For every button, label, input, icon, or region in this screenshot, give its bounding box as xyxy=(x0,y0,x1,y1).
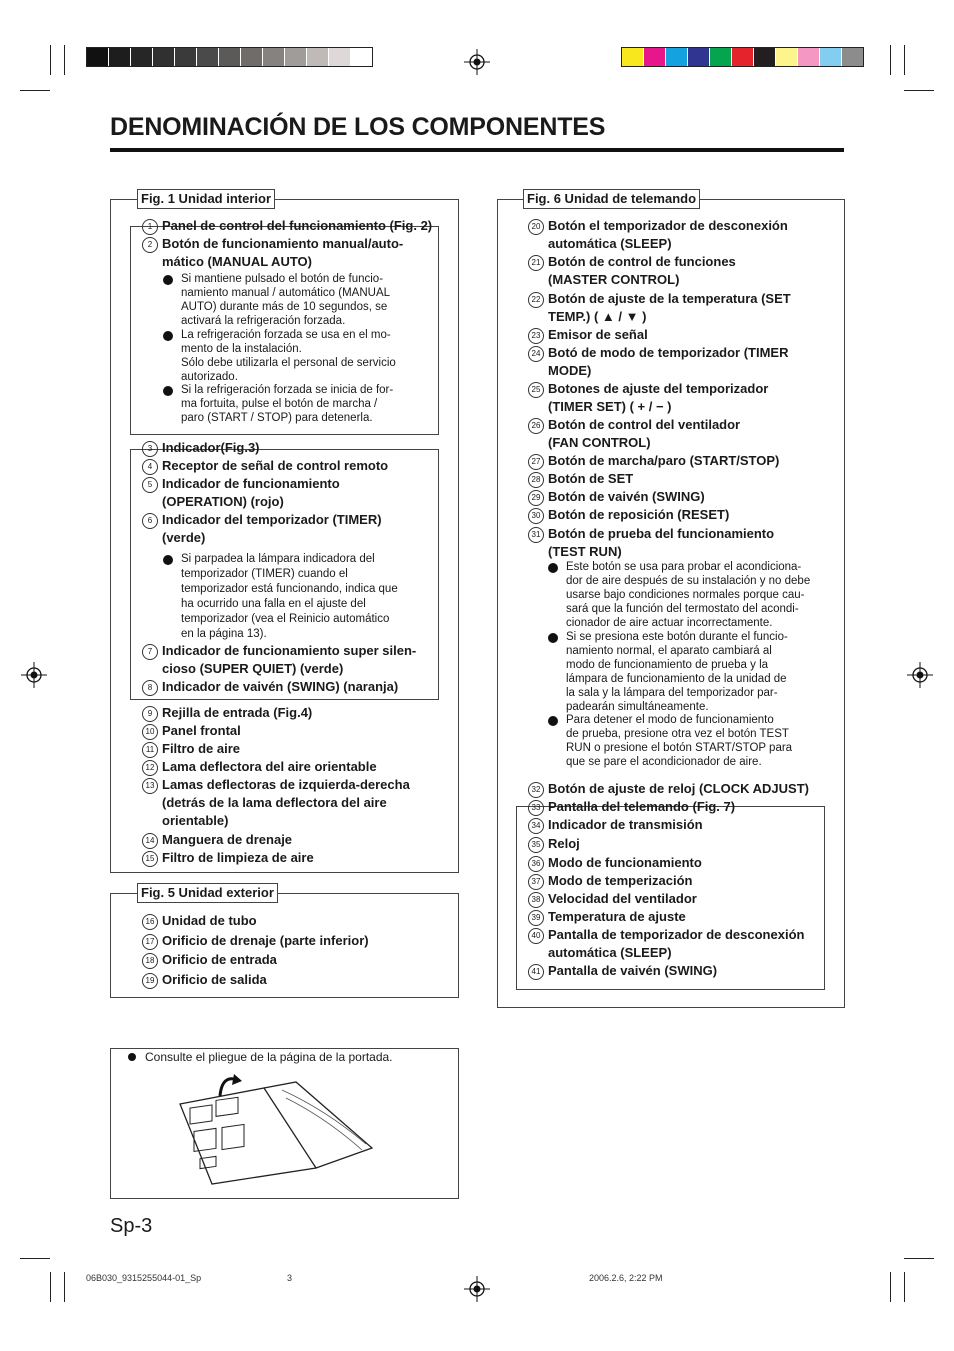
footer-date: 2006.2.6, 2:22 PM xyxy=(589,1273,663,1283)
note-line: Si mantiene pulsado el botón de funcio- xyxy=(181,273,384,285)
component-item-label: Reloj xyxy=(548,836,580,851)
bullet-icon xyxy=(163,386,173,396)
bullet-icon xyxy=(163,555,173,565)
component-item-label: Pantalla del telemando (Fig. 7) xyxy=(548,799,736,814)
note-line: mento de la instalación. xyxy=(181,343,302,355)
bullet-icon xyxy=(548,633,558,643)
note-line: temporizador (vea el Reinicio automático xyxy=(181,613,390,625)
page-title: DENOMINACIÓN DE LOS COMPONENTES xyxy=(110,113,606,141)
item-number-badge: 39 xyxy=(528,910,544,926)
item-number-badge: 6 xyxy=(142,513,158,529)
registration-mark-icon xyxy=(907,662,933,688)
item-number-badge: 30 xyxy=(528,508,544,524)
footer-page: 3 xyxy=(287,1273,293,1283)
component-item-label: Indicador de funcionamiento xyxy=(162,476,340,491)
component-item-label: Lama deflectora del aire orientable xyxy=(162,759,377,774)
color-swatch xyxy=(776,48,798,66)
component-item-label: Orificio de drenaje (parte inferior) xyxy=(162,932,369,948)
item-number-badge: 35 xyxy=(528,837,544,853)
component-item-label: orientable) xyxy=(162,813,229,828)
component-item-label: Pantalla de vaivén (SWING) xyxy=(548,963,718,978)
component-item-label: Modo de funcionamiento xyxy=(548,855,702,870)
page-number: Sp-3 xyxy=(110,1215,153,1237)
note-line: activará la refrigeración forzada. xyxy=(181,315,346,327)
crop-mark xyxy=(20,1258,50,1259)
item-number-badge: 4 xyxy=(142,459,158,475)
component-item-label: (detrás de la lama deflectora del aire xyxy=(162,795,387,810)
note-line: paro (START / STOP) para detenerla. xyxy=(181,412,373,424)
item-number-badge: 32 xyxy=(528,782,544,798)
note-line: Si parpadea la lámpara indicadora del xyxy=(181,553,375,565)
component-item-label: Unidad de tubo xyxy=(162,913,257,928)
fig1-legend: Fig. 1 Unidad interior xyxy=(137,189,275,209)
item-number-badge: 29 xyxy=(528,490,544,506)
component-item-label: Velocidad del ventilador xyxy=(548,891,697,906)
component-item-label: Indicador del temporizador (TIMER) xyxy=(162,512,382,527)
footer-file: 06B030_9315255044-01_Sp xyxy=(86,1273,202,1283)
component-item-label: Botón de control de funciones xyxy=(548,254,736,269)
note-line: Si la refrigeración forzada se inicia de for- xyxy=(181,384,394,396)
crop-mark xyxy=(50,45,51,75)
color-swatch xyxy=(820,48,842,66)
component-item-label: Filtro de aire xyxy=(162,741,241,756)
component-item-label: (FAN CONTROL) xyxy=(548,435,651,450)
registration-mark-icon xyxy=(464,1276,490,1302)
registration-mark-icon xyxy=(464,49,490,75)
note-line: Este botón se usa para probar el acondiciona- xyxy=(566,561,802,573)
component-item-label: Modo de temperización xyxy=(548,873,693,888)
component-item-label: mático (MANUAL AUTO) xyxy=(162,254,312,269)
item-number-badge: 16 xyxy=(142,914,158,930)
note-line: ha ocurrido una falla en el ajuste del xyxy=(181,598,366,610)
note-text: Consulte el pliegue de la página de la portada. xyxy=(145,1050,393,1064)
component-item-label: Filtro de limpieza de aire xyxy=(162,850,314,865)
color-calibration-bar xyxy=(621,47,864,67)
component-item-label: automática (SLEEP) xyxy=(548,236,672,251)
component-item-label: Lamas deflectoras de izquierda-derecha xyxy=(162,777,410,792)
note-line: namiento normal, el aparato cambiará al xyxy=(566,645,772,657)
component-item-label: Receptor de señal de control remoto xyxy=(162,458,389,473)
item-number-badge: 18 xyxy=(142,953,158,969)
color-swatch xyxy=(131,48,153,66)
item-number-badge: 7 xyxy=(142,644,158,660)
crop-mark xyxy=(904,45,905,75)
component-item-label: MODE) xyxy=(548,363,592,378)
item-number-badge: 22 xyxy=(528,292,544,308)
crop-mark xyxy=(64,45,65,75)
note-line: lámpara de funcionamiento de la unidad de xyxy=(566,673,787,685)
item-number-badge: 40 xyxy=(528,928,544,944)
component-item-label: (verde) xyxy=(162,530,206,545)
color-swatch xyxy=(688,48,710,66)
component-item-label: automática (SLEEP) xyxy=(548,945,672,960)
component-item-label: Botón el temporizador de desconexión xyxy=(548,218,788,233)
color-swatch xyxy=(87,48,109,66)
color-swatch xyxy=(307,48,329,66)
note-line: autorizado. xyxy=(181,371,238,383)
crop-mark xyxy=(904,1258,934,1259)
color-swatch xyxy=(732,48,754,66)
color-swatch xyxy=(109,48,131,66)
color-swatch xyxy=(219,48,241,66)
component-item-label: (OPERATION) (rojo) xyxy=(162,494,284,509)
crop-mark xyxy=(50,1272,51,1302)
item-number-badge: 17 xyxy=(142,934,158,950)
note-line: sará que la función del termostato del acondi- xyxy=(566,603,799,615)
color-swatch xyxy=(666,48,688,66)
component-item-label: Botón de vaivén (SWING) xyxy=(548,489,705,504)
component-item-label: Indicador(Fig.3) xyxy=(162,440,260,455)
note-line: RUN o presione el botón START/STOP para xyxy=(566,742,793,754)
item-number-badge: 12 xyxy=(142,760,158,776)
item-number-badge: 37 xyxy=(528,874,544,890)
component-item-label: Botón de control del ventilador xyxy=(548,417,741,432)
color-swatch xyxy=(710,48,732,66)
bullet-icon xyxy=(163,275,173,285)
item-number-badge: 20 xyxy=(528,219,544,235)
component-item-label: Indicador de vaivén (SWING) (naranja) xyxy=(162,679,399,694)
item-number-badge: 24 xyxy=(528,346,544,362)
grayscale-calibration-bar xyxy=(86,47,373,67)
registration-mark-icon xyxy=(21,662,47,688)
component-item-label: Temperatura de ajuste xyxy=(548,909,686,924)
crop-mark xyxy=(890,45,891,75)
component-item-label: Manguera de drenaje xyxy=(162,832,293,847)
component-item-label: Rejilla de entrada (Fig.4) xyxy=(162,705,313,720)
item-number-badge: 8 xyxy=(142,680,158,696)
item-number-badge: 23 xyxy=(528,328,544,344)
component-item-label: Botón de prueba del funcionamiento xyxy=(548,526,775,541)
component-item-label: Orificio de salida xyxy=(162,972,267,988)
note-line: de prueba, presione otra vez el botón TEST xyxy=(566,728,789,740)
item-number-badge: 36 xyxy=(528,856,544,872)
item-number-badge: 15 xyxy=(142,851,158,867)
component-item-label: Emisor de señal xyxy=(548,327,648,342)
note-line: dor de aire después de su instalación y no debe xyxy=(566,575,811,587)
item-number-badge: 33 xyxy=(528,800,544,816)
title-rule xyxy=(110,148,844,152)
component-item-label: Botón de marcha/paro (START/STOP) xyxy=(548,453,780,468)
item-number-badge: 1 xyxy=(142,219,158,235)
item-number-badge: 3 xyxy=(142,441,158,457)
item-number-badge: 2 xyxy=(142,237,158,253)
item-number-badge: 19 xyxy=(142,973,158,989)
book-fold-illustration xyxy=(176,1070,376,1185)
note-line: Sólo debe utilizarla el personal de servicio xyxy=(181,357,396,369)
item-number-badge: 27 xyxy=(528,454,544,470)
color-swatch xyxy=(285,48,307,66)
crop-mark xyxy=(904,90,934,91)
note-line: que se pare el acondicionador de aire. xyxy=(566,756,762,768)
item-number-badge: 5 xyxy=(142,477,158,493)
item-number-badge: 14 xyxy=(142,833,158,849)
component-item-label: cioso (SUPER QUIET) (verde) xyxy=(162,661,344,676)
note-line: temporizador (TIMER) cuando el xyxy=(181,568,348,580)
bullet-icon xyxy=(128,1053,136,1061)
item-number-badge: 13 xyxy=(142,778,158,794)
item-number-badge: 34 xyxy=(528,818,544,834)
component-item-label: Botón de reposición (RESET) xyxy=(548,507,730,522)
component-item-label: Pantalla de temporizador de desconexión xyxy=(548,927,805,942)
note-line: La refrigeración forzada se usa en el mo- xyxy=(181,329,391,341)
note-line: usarse bajo condiciones normales porque cau- xyxy=(566,589,805,601)
component-item-label: Botones de ajuste del temporizador xyxy=(548,381,769,396)
crop-mark xyxy=(904,1272,905,1302)
item-number-badge: 26 xyxy=(528,418,544,434)
component-item-label: Panel de control del funcionamiento (Fig. 2) xyxy=(162,218,433,233)
component-item-label: (TEST RUN) xyxy=(548,544,622,559)
component-item-label: Botón de ajuste de reloj (CLOCK ADJUST) xyxy=(548,781,809,796)
note-line: cionador de aire actuar incorrectamente. xyxy=(566,617,773,629)
note-line: en la página 13). xyxy=(181,628,267,640)
color-swatch xyxy=(175,48,197,66)
color-swatch xyxy=(754,48,776,66)
component-item-label: Botón de funcionamiento manual/auto- xyxy=(162,236,404,251)
component-item-label: Botón de SET xyxy=(548,471,634,486)
note-line: Si se presiona este botón durante el funcio- xyxy=(566,631,788,643)
note-line: Para detener el modo de funcionamiento xyxy=(566,714,774,726)
component-item-label: Indicador de transmisión xyxy=(548,817,703,832)
color-swatch xyxy=(644,48,666,66)
item-number-badge: 41 xyxy=(528,964,544,980)
fig5-legend: Fig. 5 Unidad exterior xyxy=(137,883,278,903)
color-swatch xyxy=(622,48,644,66)
note-line: la sala y la lámpara del temporizador par- xyxy=(566,687,778,699)
bullet-icon xyxy=(163,331,173,341)
note-line: ma fortuita, pulse el botón de marcha / xyxy=(181,398,378,410)
component-item-label: (TIMER SET) ( + / − ) xyxy=(548,399,672,414)
component-item-label: Botón de ajuste de la temperatura (SET xyxy=(548,291,791,306)
item-number-badge: 31 xyxy=(528,527,544,543)
component-item-label: (MASTER CONTROL) xyxy=(548,272,680,287)
color-swatch xyxy=(197,48,219,66)
note-line: namiento manual / automático (MANUAL xyxy=(181,287,391,299)
color-swatch xyxy=(351,48,372,66)
color-swatch xyxy=(329,48,351,66)
component-item-label: Panel frontal xyxy=(162,723,241,738)
color-swatch xyxy=(842,48,863,66)
component-item-label: Orificio de entrada xyxy=(162,952,277,968)
bullet-icon xyxy=(548,716,558,726)
color-swatch xyxy=(798,48,820,66)
note-line: temporizador está funcionando, indica que xyxy=(181,583,398,595)
item-number-badge: 28 xyxy=(528,472,544,488)
item-number-badge: 10 xyxy=(142,724,158,740)
crop-mark xyxy=(890,1272,891,1302)
color-swatch xyxy=(241,48,263,66)
note-line: AUTO) durante más de 10 segundos, se xyxy=(181,301,388,313)
item-number-badge: 25 xyxy=(528,382,544,398)
component-item-label: Botó de modo de temporizador (TIMER xyxy=(548,345,789,360)
fig6-legend: Fig. 6 Unidad de telemando xyxy=(523,189,700,209)
color-swatch xyxy=(263,48,285,66)
bullet-icon xyxy=(548,563,558,573)
component-item-label: Indicador de funcionamiento super silen- xyxy=(162,643,417,658)
note-line: padearán simultáneamente. xyxy=(566,701,709,713)
crop-mark xyxy=(64,1272,65,1302)
item-number-badge: 21 xyxy=(528,255,544,271)
item-number-badge: 9 xyxy=(142,706,158,722)
note-line: modo de funcionamiento de prueba y la xyxy=(566,659,769,671)
item-number-badge: 11 xyxy=(142,742,158,758)
color-swatch xyxy=(153,48,175,66)
item-number-badge: 38 xyxy=(528,892,544,908)
component-item-label: TEMP.) ( ▲ / ▼ ) xyxy=(548,309,647,324)
crop-mark xyxy=(20,90,50,91)
